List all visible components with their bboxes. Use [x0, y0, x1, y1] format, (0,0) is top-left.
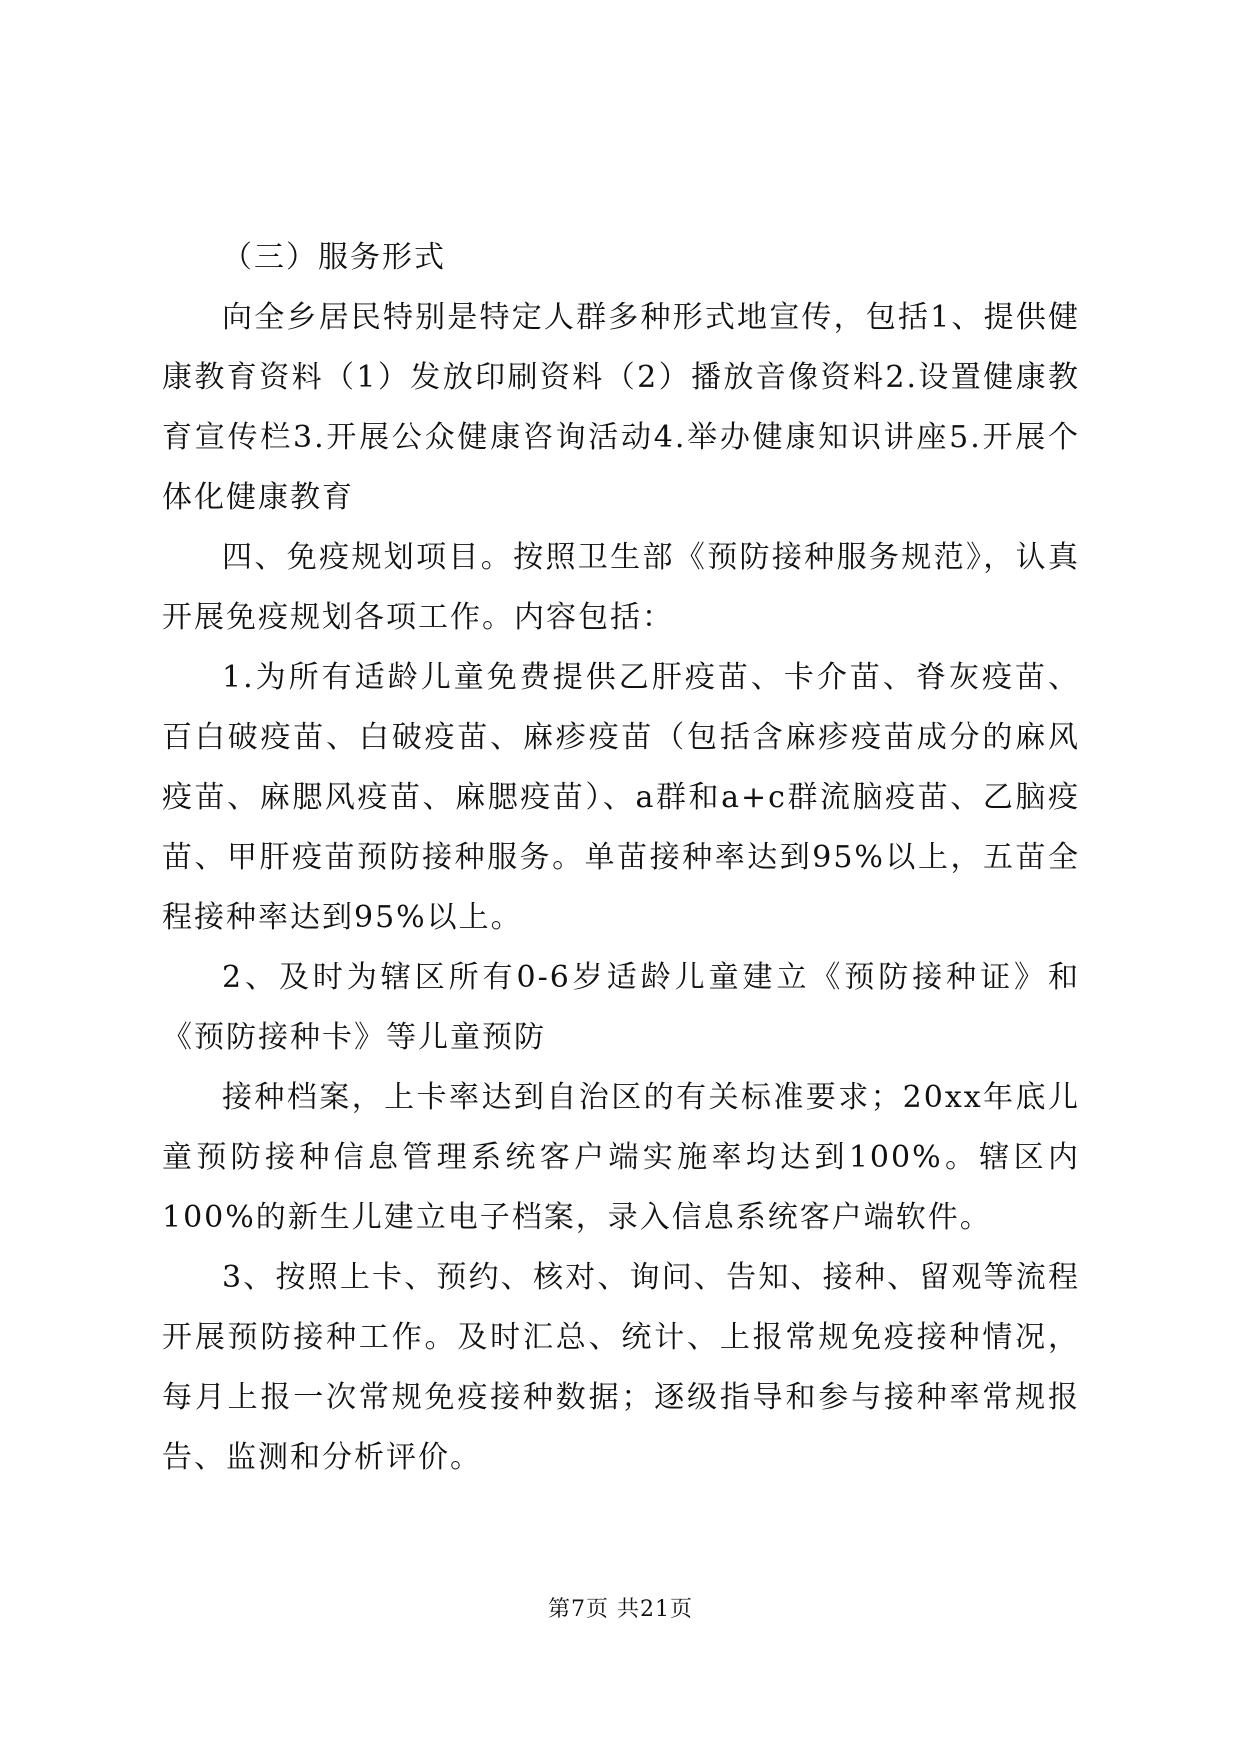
page-number-footer: 第7页 共21页: [548, 1597, 693, 1622]
paragraph-item-1-vaccines: 1.为所有适龄儿童免费提供乙肝疫苗、卡介苗、脊灰疫苗、百白破疫苗、白破疫苗、麻疹疫苗（包括含麻疹疫苗成分的麻风疫苗、麻腮风疫苗、麻腮疫苗）、a群和a+c群流脑疫苗、乙脑疫苗、甲肝疫苗预防接种服务。单苗接种率达到95%以上，五苗全程接种率达到95%以上。: [162, 660, 1080, 935]
paragraph-item-3-workflow: 3、按照上卡、预约、核对、询问、告知、接种、留观等流程开展预防接种工作。及时汇总、统计、上报常规免疫接种情况，每月上报一次常规免疫接种数据；逐级指导和参与接种率常规报告、监测和分析评价。: [162, 1260, 1080, 1475]
paragraph-immunization-project: 四、免疫规划项目。按照卫生部《预防接种服务规范》，认真开展免疫规划各项工作。内容包括：: [162, 540, 1080, 635]
paragraph-item-2-certificates: 2、及时为辖区所有0-6岁适龄儿童建立《预防接种证》和《预防接种卡》等儿童预防: [162, 960, 1080, 1055]
document-body: [162, 228, 1080, 1488]
section-heading-service-form: （三）服务形式: [222, 240, 446, 275]
paragraph-vaccination-records: 接种档案，上卡率达到自治区的有关标准要求；20xx年底儿童预防接种信息管理系统客户端实施率均达到100%。辖区内100%的新生儿建立电子档案，录入信息系统客户端软件。: [162, 1080, 1080, 1235]
paragraph-health-education: 向全乡居民特别是特定人群多种形式地宣传，包括1、提供健康教育资料（1）发放印刷资料（2）播放音像资料2.设置健康教育宣传栏3.开展公众健康咨询活动4.举办健康知识讲座5.开展个体化健康教育: [162, 300, 1080, 515]
